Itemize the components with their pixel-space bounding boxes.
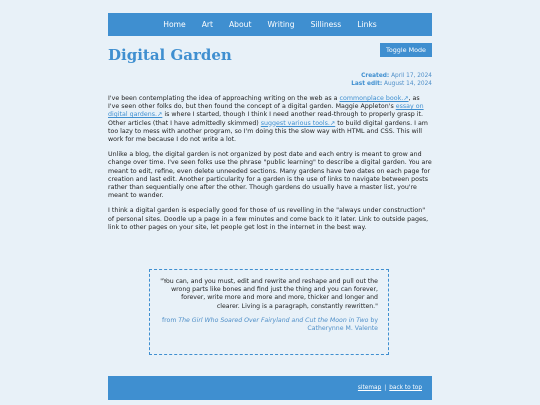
cite-author: by Catherynne M. Valente bbox=[307, 316, 378, 333]
suggest-tools-link[interactable]: suggest various tools.↗ bbox=[260, 119, 336, 127]
paragraph-text: I've been contemplating the idea of approaching writing on the web as a bbox=[108, 95, 340, 102]
nav-home[interactable]: Home bbox=[163, 20, 186, 29]
created-label: Created: bbox=[361, 73, 390, 79]
paragraph-text: , as I've seen other folks do, but then found the concept of a digital garden. Maggie Appleton's bbox=[108, 95, 420, 111]
last-edit-date bbox=[351, 80, 432, 88]
commonplace-book-link[interactable]: commonplace book.↗ bbox=[339, 95, 409, 102]
paragraph-personal-sites: I think a digital garden is especially good for those of us revelling in the "always under construction" of personal sites. Doodle up a page in a few minutes and come back to it later. Link to outside pages, link to other pages on your site, let people get lost in the internet in the best way. bbox=[108, 207, 429, 231]
nav-links[interactable]: Links bbox=[357, 20, 377, 29]
last-edit-value: August 14, 2024 bbox=[384, 81, 432, 87]
nav-about[interactable]: About bbox=[228, 20, 252, 29]
created-date bbox=[351, 72, 432, 80]
paragraph-text: to build digital gardens. I am too lazy to mess with another program, so I'm doing this the slow way with HTML and CSS. This will work for me because I do not write a lot. bbox=[108, 119, 428, 144]
cite-title: The Girl Who Soared Over Fairyland and Cut the Moon in Two bbox=[178, 316, 369, 324]
quote-text: "You can, and you must, edit and rewrite and reshape and pull out the wrong parts like bones and find just the thing and you can forever, forever, write more and more and more, thicker and longer and clearer. Living is a paragraph, constantly rewritten." bbox=[160, 278, 378, 310]
last-edit-label: Last edit: bbox=[351, 81, 383, 87]
toggle-mode-button[interactable]: Toggle Mode bbox=[380, 43, 432, 57]
essay-digital-gardens-link[interactable]: essay on digital gardens.↗ bbox=[108, 103, 424, 119]
top-nav bbox=[108, 13, 432, 36]
quote-citation bbox=[160, 317, 378, 333]
article-body bbox=[108, 95, 432, 239]
paragraph-text: is where I started, though I think I need another read-through to properly grasp it. Other articles (that I have admittedly skimmed) bbox=[108, 111, 424, 127]
page-title: Digital Garden bbox=[108, 46, 232, 64]
paragraph-intro bbox=[108, 95, 432, 144]
nav-art[interactable]: Art bbox=[201, 20, 213, 29]
sitemap-link[interactable]: sitemap bbox=[357, 385, 382, 391]
cite-prefix: from bbox=[161, 316, 179, 324]
site-footer bbox=[108, 376, 432, 400]
paragraph-blog-comparison: Unlike a blog, the digital garden is not organized by post date and each entry is meant to grow and change over time. I've seen folks use the phrase "public learning" to describe a digital garden. You are meant to edit, refine, even delete unneeded sections. Many gardens have two dates on each page for creation and last edit. Another particularity for a garden is the use of links to navigate between posts rather than sequentially one after the other. Though gardens do usually have a master list, you're meant to wander. bbox=[108, 151, 432, 200]
nav-writing[interactable]: Writing bbox=[267, 20, 295, 29]
created-value: April 17, 2024 bbox=[391, 73, 432, 79]
quote-box bbox=[149, 269, 389, 355]
footer-separator: | bbox=[384, 385, 387, 391]
back-to-top-link[interactable]: back to top bbox=[389, 385, 422, 391]
nav-silliness[interactable]: Silliness bbox=[310, 20, 342, 29]
post-dates bbox=[351, 72, 432, 88]
